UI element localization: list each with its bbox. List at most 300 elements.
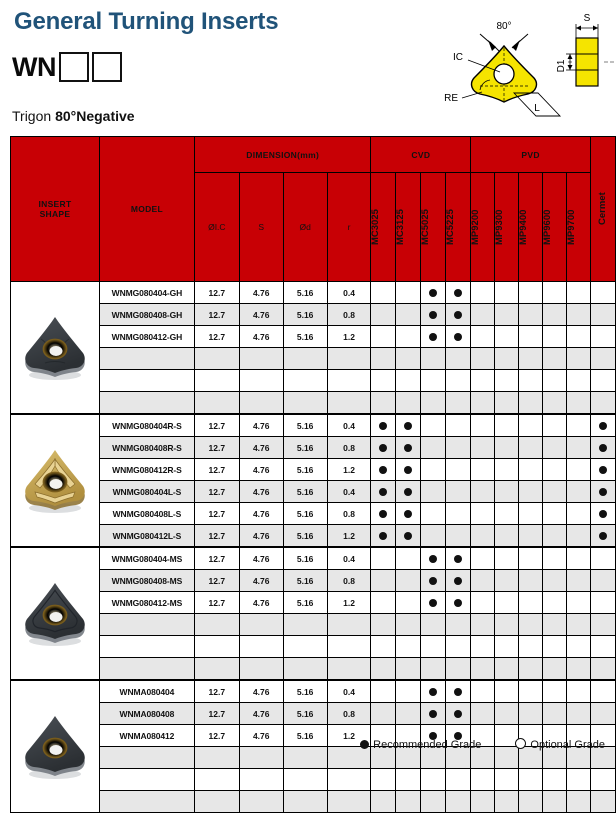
cell-model: WNMA080412 [99, 725, 194, 747]
recommended-grade-dot-icon [379, 466, 387, 474]
cell-grade-mp9400 [519, 370, 543, 392]
cell-thickness-s [239, 370, 283, 392]
table-row [11, 503, 616, 525]
recommended-grade-dot-icon [429, 333, 437, 341]
recommended-grade-dot-icon [599, 444, 607, 452]
cell-grade-mp9400 [519, 680, 543, 703]
cell-hole-diameter-d [283, 392, 327, 415]
table-row [11, 437, 616, 459]
header-grade-mp9600 [543, 173, 567, 282]
cell-hole-diameter-d [283, 769, 327, 791]
cell-grade-mp9400 [519, 459, 543, 481]
cell-grade-mp9700 [566, 592, 590, 614]
cell-grade-mt10 [590, 791, 615, 813]
cell-grade-mc3025 [371, 525, 396, 548]
cell-grade-mc5225 [446, 459, 471, 481]
cell-grade-mp9200 [471, 658, 495, 681]
cell-thickness-s: 4.76 [239, 680, 283, 703]
header-grade-mp9700 [566, 173, 590, 282]
cell-thickness-s [239, 614, 283, 636]
cell-grade-mc3125 [396, 525, 421, 548]
cell-hole-diameter-d: 5.16 [283, 282, 327, 304]
table-row [11, 282, 616, 304]
cell-grade-mc3125 [396, 636, 421, 658]
cell-grade-mp9200 [471, 326, 495, 348]
cell-grade-mc3125 [396, 769, 421, 791]
header-dim-s: S [239, 173, 283, 282]
cell-grade-mp9600 [543, 304, 567, 326]
subtitle-prefix: Trigon [12, 108, 56, 124]
cell-corner-radius-r: 0.8 [327, 304, 371, 326]
cell-grade-mt10 [590, 348, 615, 370]
cell-model [99, 658, 194, 681]
cell-grade-mp9600 [543, 570, 567, 592]
cell-hole-diameter-d: 5.16 [283, 459, 327, 481]
cell-grade-mp9700 [566, 414, 590, 437]
insert-shape-cell [11, 414, 100, 547]
cell-corner-radius-r [327, 614, 371, 636]
recommended-grade-dot-icon [404, 510, 412, 518]
cell-grade-mc3125 [396, 547, 421, 570]
cell-model [99, 747, 194, 769]
cell-grade-mp9200 [471, 636, 495, 658]
cell-grade-mt10 [590, 547, 615, 570]
cell-grade-mt10 [590, 437, 615, 459]
cell-diameter-ic: 12.7 [194, 680, 239, 703]
cell-grade-mc5225 [446, 414, 471, 437]
cell-thickness-s [239, 348, 283, 370]
cell-grade-mp9200 [471, 437, 495, 459]
cell-model: WNMG080404-MS [99, 547, 194, 570]
cell-grade-mp9200 [471, 481, 495, 503]
cell-hole-diameter-d: 5.16 [283, 680, 327, 703]
cell-grade-mp9600 [543, 680, 567, 703]
cell-grade-mt10 [590, 525, 615, 548]
cell-diameter-ic: 12.7 [194, 481, 239, 503]
table-row [11, 769, 616, 791]
legend-recommended-label: Recommended Grade [373, 738, 482, 751]
recommended-grade-dot-icon [599, 466, 607, 474]
cell-grade-mp9300 [495, 503, 519, 525]
recommended-grade-dot-icon [454, 311, 462, 319]
cell-corner-radius-r: 0.8 [327, 503, 371, 525]
cell-hole-diameter-d: 5.16 [283, 703, 327, 725]
cell-thickness-s: 4.76 [239, 304, 283, 326]
cell-diameter-ic: 12.7 [194, 703, 239, 725]
insert-photo-insert-dark-wnma [15, 708, 95, 786]
cell-grade-mp9200 [471, 791, 495, 813]
cell-grade-mp9700 [566, 547, 590, 570]
cell-grade-mc3125 [396, 459, 421, 481]
cell-grade-mp9400 [519, 703, 543, 725]
cell-grade-mc5225 [446, 304, 471, 326]
cell-thickness-s: 4.76 [239, 282, 283, 304]
cell-grade-mc3125 [396, 791, 421, 813]
cell-grade-mp9400 [519, 437, 543, 459]
cell-grade-mp9700 [566, 703, 590, 725]
cell-grade-mc5225 [446, 570, 471, 592]
recommended-grade-dot-icon [429, 289, 437, 297]
cell-grade-mc3025 [371, 636, 396, 658]
table-row [11, 570, 616, 592]
cell-grade-mc5225 [446, 791, 471, 813]
table-body [11, 282, 616, 813]
cell-grade-mp9400 [519, 658, 543, 681]
insert-photo-insert-gold-chipbreaker-s [15, 442, 95, 520]
cell-grade-mp9600 [543, 769, 567, 791]
cell-diameter-ic: 12.7 [194, 326, 239, 348]
recommended-grade-dot-icon [404, 488, 412, 496]
grade-legend [360, 738, 605, 751]
recommended-grade-dot-icon [454, 710, 462, 718]
cell-corner-radius-r: 0.4 [327, 680, 371, 703]
cell-grade-mp9300 [495, 326, 519, 348]
header-insert-shape-line2: SHAPE [39, 209, 71, 219]
center-hole [494, 64, 514, 84]
header-dimension: DIMENSION(mm) [194, 137, 371, 173]
cell-grade-mc3125 [396, 481, 421, 503]
header-grade-mc5025 [421, 173, 446, 282]
table-row [11, 614, 616, 636]
cell-grade-mp9600 [543, 791, 567, 813]
recommended-grade-dot-icon [404, 422, 412, 430]
cell-model [99, 636, 194, 658]
cell-thickness-s [239, 747, 283, 769]
table-row [11, 326, 616, 348]
header-cermet [590, 137, 615, 282]
cell-thickness-s: 4.76 [239, 592, 283, 614]
cell-corner-radius-r: 1.2 [327, 725, 371, 747]
recommended-grade-dot-icon [379, 532, 387, 540]
header-dim-ic: ØI.C [194, 173, 239, 282]
cell-grade-mp9700 [566, 282, 590, 304]
cell-grade-mc5225 [446, 370, 471, 392]
cell-model [99, 769, 194, 791]
cell-diameter-ic: 12.7 [194, 437, 239, 459]
cell-grade-mc5225 [446, 547, 471, 570]
cell-hole-diameter-d: 5.16 [283, 525, 327, 548]
cell-grade-mp9400 [519, 636, 543, 658]
recommended-grade-dot-icon [429, 555, 437, 563]
table-row [11, 680, 616, 703]
insert-photo-insert-dark-plain-gh [15, 309, 95, 387]
cell-grade-mt10 [590, 326, 615, 348]
cell-corner-radius-r: 0.4 [327, 481, 371, 503]
cell-grade-mp9200 [471, 769, 495, 791]
cell-grade-mt10 [590, 304, 615, 326]
legend-optional [515, 738, 605, 751]
recommended-grade-dot-icon [429, 577, 437, 585]
cell-grade-mc3025 [371, 348, 396, 370]
grade-label-mc5025: MC5025 [420, 209, 432, 245]
cell-model: WNMG080404R-S [99, 414, 194, 437]
cell-grade-mc5025 [421, 459, 446, 481]
insert-shape-cell [11, 680, 100, 813]
cell-diameter-ic [194, 769, 239, 791]
legend-optional-label: Optional Grade [530, 739, 605, 751]
cell-grade-mc3025 [371, 503, 396, 525]
recommended-grade-dot-icon [454, 688, 462, 696]
cell-grade-mp9700 [566, 304, 590, 326]
cell-corner-radius-r [327, 658, 371, 681]
cell-thickness-s: 4.76 [239, 570, 283, 592]
cell-thickness-s [239, 791, 283, 813]
cell-grade-mc3025 [371, 459, 396, 481]
table-row [11, 348, 616, 370]
cell-grade-mt10 [590, 370, 615, 392]
cell-grade-mt10 [590, 392, 615, 415]
cell-grade-mc5025 [421, 680, 446, 703]
cell-grade-mc5225 [446, 592, 471, 614]
cell-grade-mp9300 [495, 680, 519, 703]
cell-grade-mc5225 [446, 658, 471, 681]
cell-model: WNMG080412L-S [99, 525, 194, 548]
cell-thickness-s: 4.76 [239, 437, 283, 459]
cell-grade-mp9300 [495, 703, 519, 725]
cell-corner-radius-r [327, 370, 371, 392]
cell-corner-radius-r: 1.2 [327, 525, 371, 548]
cell-grade-mp9300 [495, 791, 519, 813]
cell-thickness-s [239, 392, 283, 415]
cell-grade-mp9700 [566, 525, 590, 548]
cell-corner-radius-r: 0.8 [327, 570, 371, 592]
cell-diameter-ic: 12.7 [194, 282, 239, 304]
cell-grade-mc5025 [421, 437, 446, 459]
cell-grade-mc5025 [421, 658, 446, 681]
cell-corner-radius-r [327, 791, 371, 813]
cell-grade-mp9200 [471, 525, 495, 548]
cell-grade-mc3125 [396, 703, 421, 725]
cell-grade-mc3025 [371, 791, 396, 813]
cell-grade-mp9600 [543, 348, 567, 370]
cell-grade-mp9600 [543, 282, 567, 304]
cell-grade-mp9700 [566, 392, 590, 415]
cell-hole-diameter-d [283, 370, 327, 392]
table-row [11, 658, 616, 681]
cell-grade-mp9600 [543, 547, 567, 570]
recommended-grade-dot-icon [379, 488, 387, 496]
cell-thickness-s: 4.76 [239, 481, 283, 503]
recommended-grade-dot-icon [599, 510, 607, 518]
cell-grade-mp9400 [519, 547, 543, 570]
l-label: L [534, 103, 540, 114]
cell-grade-mc5025 [421, 414, 446, 437]
header-cvd: CVD [371, 137, 471, 173]
table-row [11, 392, 616, 415]
cell-grade-mc3125 [396, 437, 421, 459]
cell-grade-mp9600 [543, 658, 567, 681]
cell-grade-mc5025 [421, 282, 446, 304]
table-row [11, 636, 616, 658]
cell-grade-mc3125 [396, 614, 421, 636]
cell-grade-mc3025 [371, 703, 396, 725]
cell-hole-diameter-d: 5.16 [283, 592, 327, 614]
cell-grade-mp9300 [495, 414, 519, 437]
table-header [11, 137, 616, 282]
cell-grade-mt10 [590, 636, 615, 658]
header-insert-shape-line1: INSERT [38, 199, 72, 209]
cell-model: WNMG080408R-S [99, 437, 194, 459]
cell-thickness-s: 4.76 [239, 525, 283, 548]
cell-grade-mc5025 [421, 636, 446, 658]
cell-model: WNMG080408L-S [99, 503, 194, 525]
cell-grade-mp9600 [543, 414, 567, 437]
open-circle-icon [515, 738, 526, 749]
cell-grade-mt10 [590, 503, 615, 525]
cell-grade-mc3025 [371, 392, 396, 415]
cell-grade-mp9700 [566, 769, 590, 791]
cell-hole-diameter-d: 5.16 [283, 414, 327, 437]
cell-grade-mc5225 [446, 614, 471, 636]
header-grade-mc3125 [396, 173, 421, 282]
cell-grade-mc3125 [396, 658, 421, 681]
cell-diameter-ic [194, 392, 239, 415]
cell-grade-mp9200 [471, 703, 495, 725]
recommended-grade-dot-icon [404, 444, 412, 452]
grade-label-mp9700: MP9700 [565, 209, 577, 245]
cell-grade-mc5025 [421, 304, 446, 326]
grade-label-mp9600: MP9600 [542, 209, 554, 245]
cell-grade-mp9300 [495, 348, 519, 370]
cell-grade-mc3025 [371, 370, 396, 392]
cell-grade-mc5025 [421, 392, 446, 415]
angle-label: 80° [496, 21, 512, 32]
header-row-groups [11, 137, 616, 173]
table-row [11, 547, 616, 570]
cell-grade-mp9200 [471, 392, 495, 415]
cell-grade-mc5225 [446, 481, 471, 503]
cell-grade-mp9700 [566, 437, 590, 459]
cell-model: WNMA080408 [99, 703, 194, 725]
cell-thickness-s: 4.76 [239, 414, 283, 437]
cell-thickness-s [239, 636, 283, 658]
header-model: MODEL [99, 137, 194, 282]
cell-grade-mp9600 [543, 392, 567, 415]
cell-diameter-ic [194, 658, 239, 681]
header-grade-mp9200 [471, 173, 495, 282]
cell-grade-mp9200 [471, 680, 495, 703]
header-cermet-label: Cermet [597, 192, 609, 226]
cell-grade-mp9400 [519, 348, 543, 370]
cell-grade-mp9600 [543, 703, 567, 725]
cell-grade-mp9200 [471, 503, 495, 525]
cell-grade-mc5225 [446, 769, 471, 791]
cell-grade-mc3025 [371, 570, 396, 592]
side-view-body [576, 38, 598, 86]
header-dim-d: Ød [283, 173, 327, 282]
insert-technical-drawing [418, 6, 614, 129]
recommended-grade-dot-icon [429, 599, 437, 607]
cell-grade-mt10 [590, 459, 615, 481]
cell-model: WNMG080404-GH [99, 282, 194, 304]
table-row [11, 414, 616, 437]
cell-model: WNMG080412-MS [99, 592, 194, 614]
cell-grade-mc5025 [421, 614, 446, 636]
cell-grade-mc3025 [371, 326, 396, 348]
cell-corner-radius-r: 0.4 [327, 282, 371, 304]
recommended-grade-dot-icon [429, 688, 437, 696]
cell-hole-diameter-d: 5.16 [283, 570, 327, 592]
cell-grade-mp9700 [566, 614, 590, 636]
recommended-grade-dot-icon [599, 422, 607, 430]
cell-grade-mt10 [590, 769, 615, 791]
recommended-grade-dot-icon [379, 444, 387, 452]
cell-grade-mp9300 [495, 459, 519, 481]
cell-grade-mt10 [590, 481, 615, 503]
recommended-grade-dot-icon [454, 333, 462, 341]
cell-grade-mt10 [590, 703, 615, 725]
cell-grade-mp9400 [519, 769, 543, 791]
cell-hole-diameter-d: 5.16 [283, 437, 327, 459]
cell-grade-mp9300 [495, 592, 519, 614]
cell-grade-mp9300 [495, 282, 519, 304]
cell-thickness-s [239, 658, 283, 681]
cell-hole-diameter-d [283, 747, 327, 769]
cell-grade-mc3125 [396, 370, 421, 392]
insert-shape-cell [11, 547, 100, 680]
cell-model: WNMG080404L-S [99, 481, 194, 503]
cell-grade-mp9700 [566, 658, 590, 681]
cell-model [99, 791, 194, 813]
cell-diameter-ic: 12.7 [194, 547, 239, 570]
cell-grade-mp9700 [566, 326, 590, 348]
cell-grade-mp9200 [471, 614, 495, 636]
cell-hole-diameter-d [283, 636, 327, 658]
cell-diameter-ic: 12.7 [194, 503, 239, 525]
cell-grade-mc5225 [446, 680, 471, 703]
cell-grade-mp9400 [519, 282, 543, 304]
cell-grade-mp9400 [519, 414, 543, 437]
cell-grade-mc5225 [446, 437, 471, 459]
cell-grade-mc3125 [396, 392, 421, 415]
cell-grade-mp9400 [519, 503, 543, 525]
cell-corner-radius-r: 0.8 [327, 703, 371, 725]
cell-model: WNMG080412R-S [99, 459, 194, 481]
cell-corner-radius-r [327, 636, 371, 658]
table-row [11, 481, 616, 503]
cell-grade-mp9600 [543, 326, 567, 348]
cell-grade-mt10 [590, 282, 615, 304]
cell-grade-mp9600 [543, 437, 567, 459]
cell-corner-radius-r [327, 392, 371, 415]
cell-diameter-ic: 12.7 [194, 459, 239, 481]
cell-grade-mp9600 [543, 459, 567, 481]
cell-grade-mc3025 [371, 304, 396, 326]
cell-grade-mc5025 [421, 503, 446, 525]
cell-grade-mp9300 [495, 437, 519, 459]
cell-diameter-ic: 12.7 [194, 304, 239, 326]
cell-grade-mp9400 [519, 304, 543, 326]
cell-grade-mp9600 [543, 481, 567, 503]
cell-grade-mp9600 [543, 636, 567, 658]
insert-code-designation [12, 52, 122, 82]
cell-grade-mp9300 [495, 481, 519, 503]
cell-grade-mp9700 [566, 503, 590, 525]
legend-recommended [360, 739, 481, 751]
cell-thickness-s: 4.76 [239, 459, 283, 481]
cell-grade-mc5225 [446, 636, 471, 658]
cell-grade-mt10 [590, 414, 615, 437]
cell-grade-mp9400 [519, 392, 543, 415]
recommended-grade-dot-icon [454, 599, 462, 607]
cell-grade-mc3125 [396, 304, 421, 326]
cell-diameter-ic [194, 791, 239, 813]
cell-grade-mp9400 [519, 525, 543, 548]
cell-grade-mp9400 [519, 614, 543, 636]
cell-corner-radius-r: 1.2 [327, 326, 371, 348]
cell-model: WNMG080412-GH [99, 326, 194, 348]
grade-label-mc3025: MC3025 [370, 209, 382, 245]
